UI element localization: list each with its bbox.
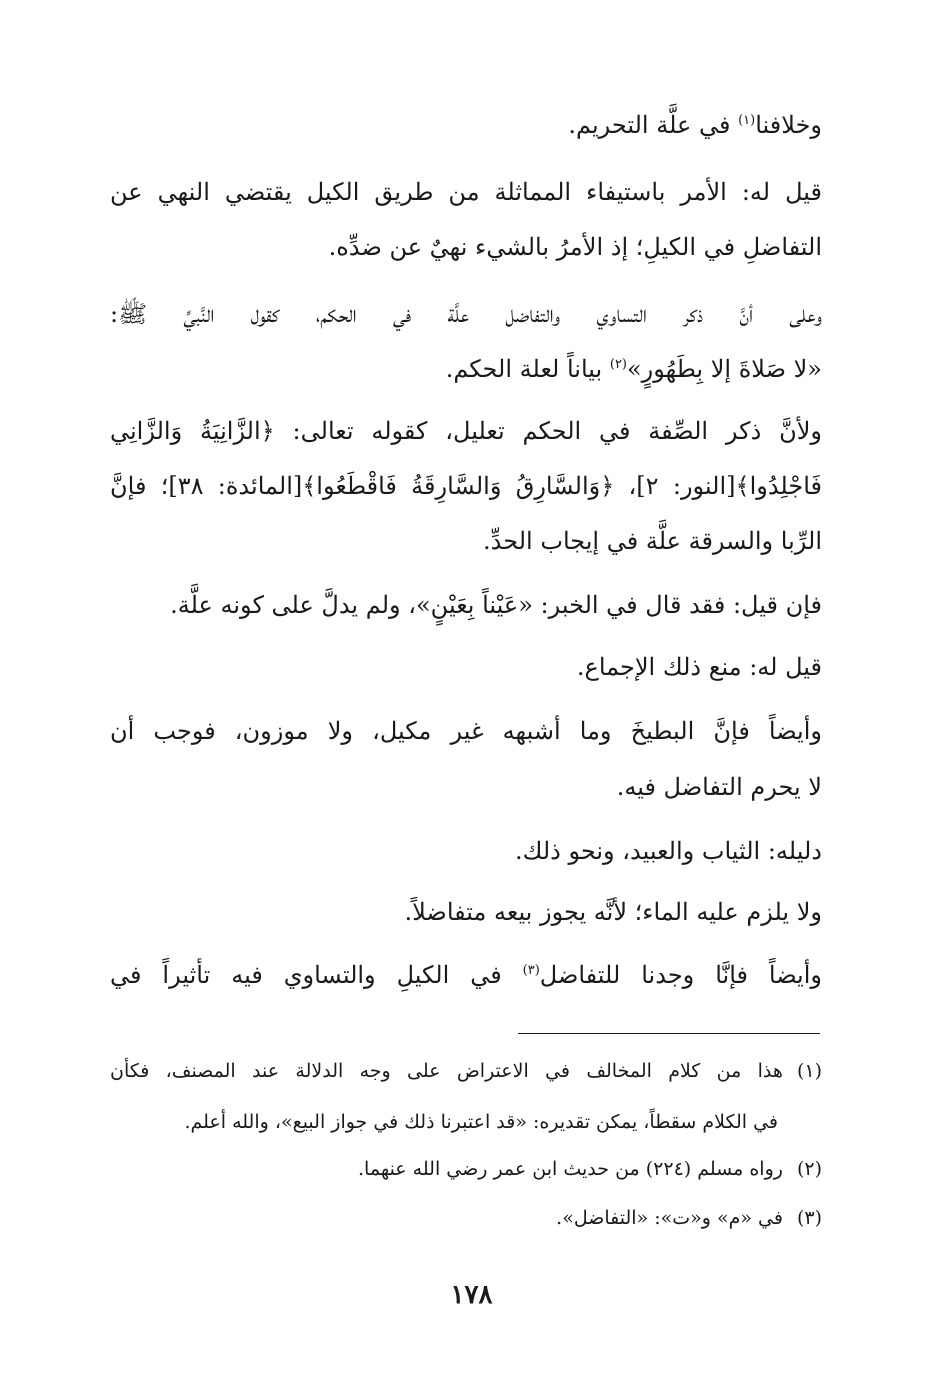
line-14-text: ولا يلزم عليه الماء؛ لأنَّه يجوز بيعه متفاضلاً. <box>404 898 822 926</box>
line-3-text: التفاضلِ في الكيلِ؛ إذ الأمرُ بالشيء نهيٌ عن ضدِّه. <box>328 233 822 261</box>
line-15-text-a: وأيضاً فإنَّا وجدنا للتفاضل <box>539 961 822 989</box>
footnote-ref-1[interactable]: (١) <box>738 113 756 128</box>
footnote-2-text: رواه مسلم (٢٢٤) من حديث ابن عمر رضي الله عنهما. <box>358 1158 783 1180</box>
text-line-9 <box>110 580 822 630</box>
line-15-text-b: في الكيلِ والتساوي فيه تأثيراً في <box>110 961 523 989</box>
line-5-text-a: «لا صَلاةَ إلا بِطَهُورٍ» <box>627 355 822 383</box>
footnote-1-number: (١) <box>796 1060 822 1082</box>
footnote-1-text-cont: في الكلام سقطاً، يمكن تقديره: «قد اعتبرنا ذلك في جواز البيع»، والله أعلم. <box>184 1111 778 1133</box>
text-line-13 <box>110 826 822 876</box>
line-13-text: دليله: الثياب والعبيد، ونحو ذلك. <box>514 837 822 865</box>
line-5-text-b: بياناً لعلة الحكم. <box>445 355 610 383</box>
line-12-text: لا يحرم التفاضل فيه. <box>616 773 822 801</box>
footnote-3-text: في «م» و«ت»: «التفاضل». <box>556 1207 783 1229</box>
line-1-text-a: وخلافنا <box>755 111 822 139</box>
text-line-5 <box>110 344 822 394</box>
line-4-text: وعلى أنَّ ذكر التساوي والتفاضل علَّة في الحكم، كقول النَّبيِّ ﷺ: <box>110 300 822 328</box>
footnote-3-number: (٣) <box>796 1207 822 1229</box>
line-6-text: ولأنَّ ذكر الصِّفة في الحكم تعليل، كقوله تعالى: ﴿الزَّانِيَةُ وَالزَّانِي <box>110 417 822 445</box>
line-8-text: الرِّبا والسرقة علَّة في إيجاب الحدِّ. <box>483 527 822 555</box>
line-11-text: وأيضاً فإنَّ البطيخَ وما أشبهه غير مكيل، ولا موزون، فوجب أن <box>110 717 822 745</box>
footnote-separator <box>518 1033 820 1034</box>
page-number: ١٧٨ <box>450 1280 493 1310</box>
footnote-2-number: (٢) <box>796 1158 822 1180</box>
text-line-6 <box>110 406 822 456</box>
footnote-3 <box>110 1198 822 1238</box>
line-7-text: فَاجْلِدُوا﴾[النور: ٢]، ﴿وَالسَّارِقُ وَالسَّارِقَةُ فَاقْطَعُوا﴾[المائدة: ٣٨]؛ فإنَّ <box>110 472 822 500</box>
text-line-7 <box>110 461 822 511</box>
text-line-1 <box>110 100 822 150</box>
footnote-1-line-2 <box>110 1102 822 1142</box>
line-10-text: قيل له: منع ذلك الإجماع. <box>576 653 822 681</box>
text-line-3 <box>110 222 822 272</box>
text-line-2 <box>110 167 822 217</box>
text-line-14 <box>110 887 822 937</box>
text-line-12 <box>110 762 822 812</box>
line-9-text: فإن قيل: فقد قال في الخبر: «عَيْناً بِعَيْنٍ»، ولم يدلَّ على كونه علَّة. <box>170 591 822 619</box>
text-line-15 <box>110 950 822 1000</box>
line-1-text-b: في علَّة التحريم. <box>568 111 739 139</box>
footnote-1-text: هذا من كلام المخالف في الاعتراض على وجه الدلالة عند المصنف، فكأن <box>110 1060 783 1082</box>
footnote-ref-3[interactable]: (٣) <box>522 963 540 978</box>
text-line-8 <box>110 516 822 566</box>
line-2-text: قيل له: الأمر باستيفاء المماثلة من طريق الكيل يقتضي النهي عن <box>110 178 822 206</box>
footnote-ref-2[interactable]: (٢) <box>609 357 627 372</box>
footnote-2 <box>110 1149 822 1189</box>
text-line-4 <box>110 289 822 339</box>
text-line-11 <box>110 706 822 756</box>
footnote-1-line-1 <box>110 1051 822 1091</box>
text-line-10 <box>110 642 822 692</box>
